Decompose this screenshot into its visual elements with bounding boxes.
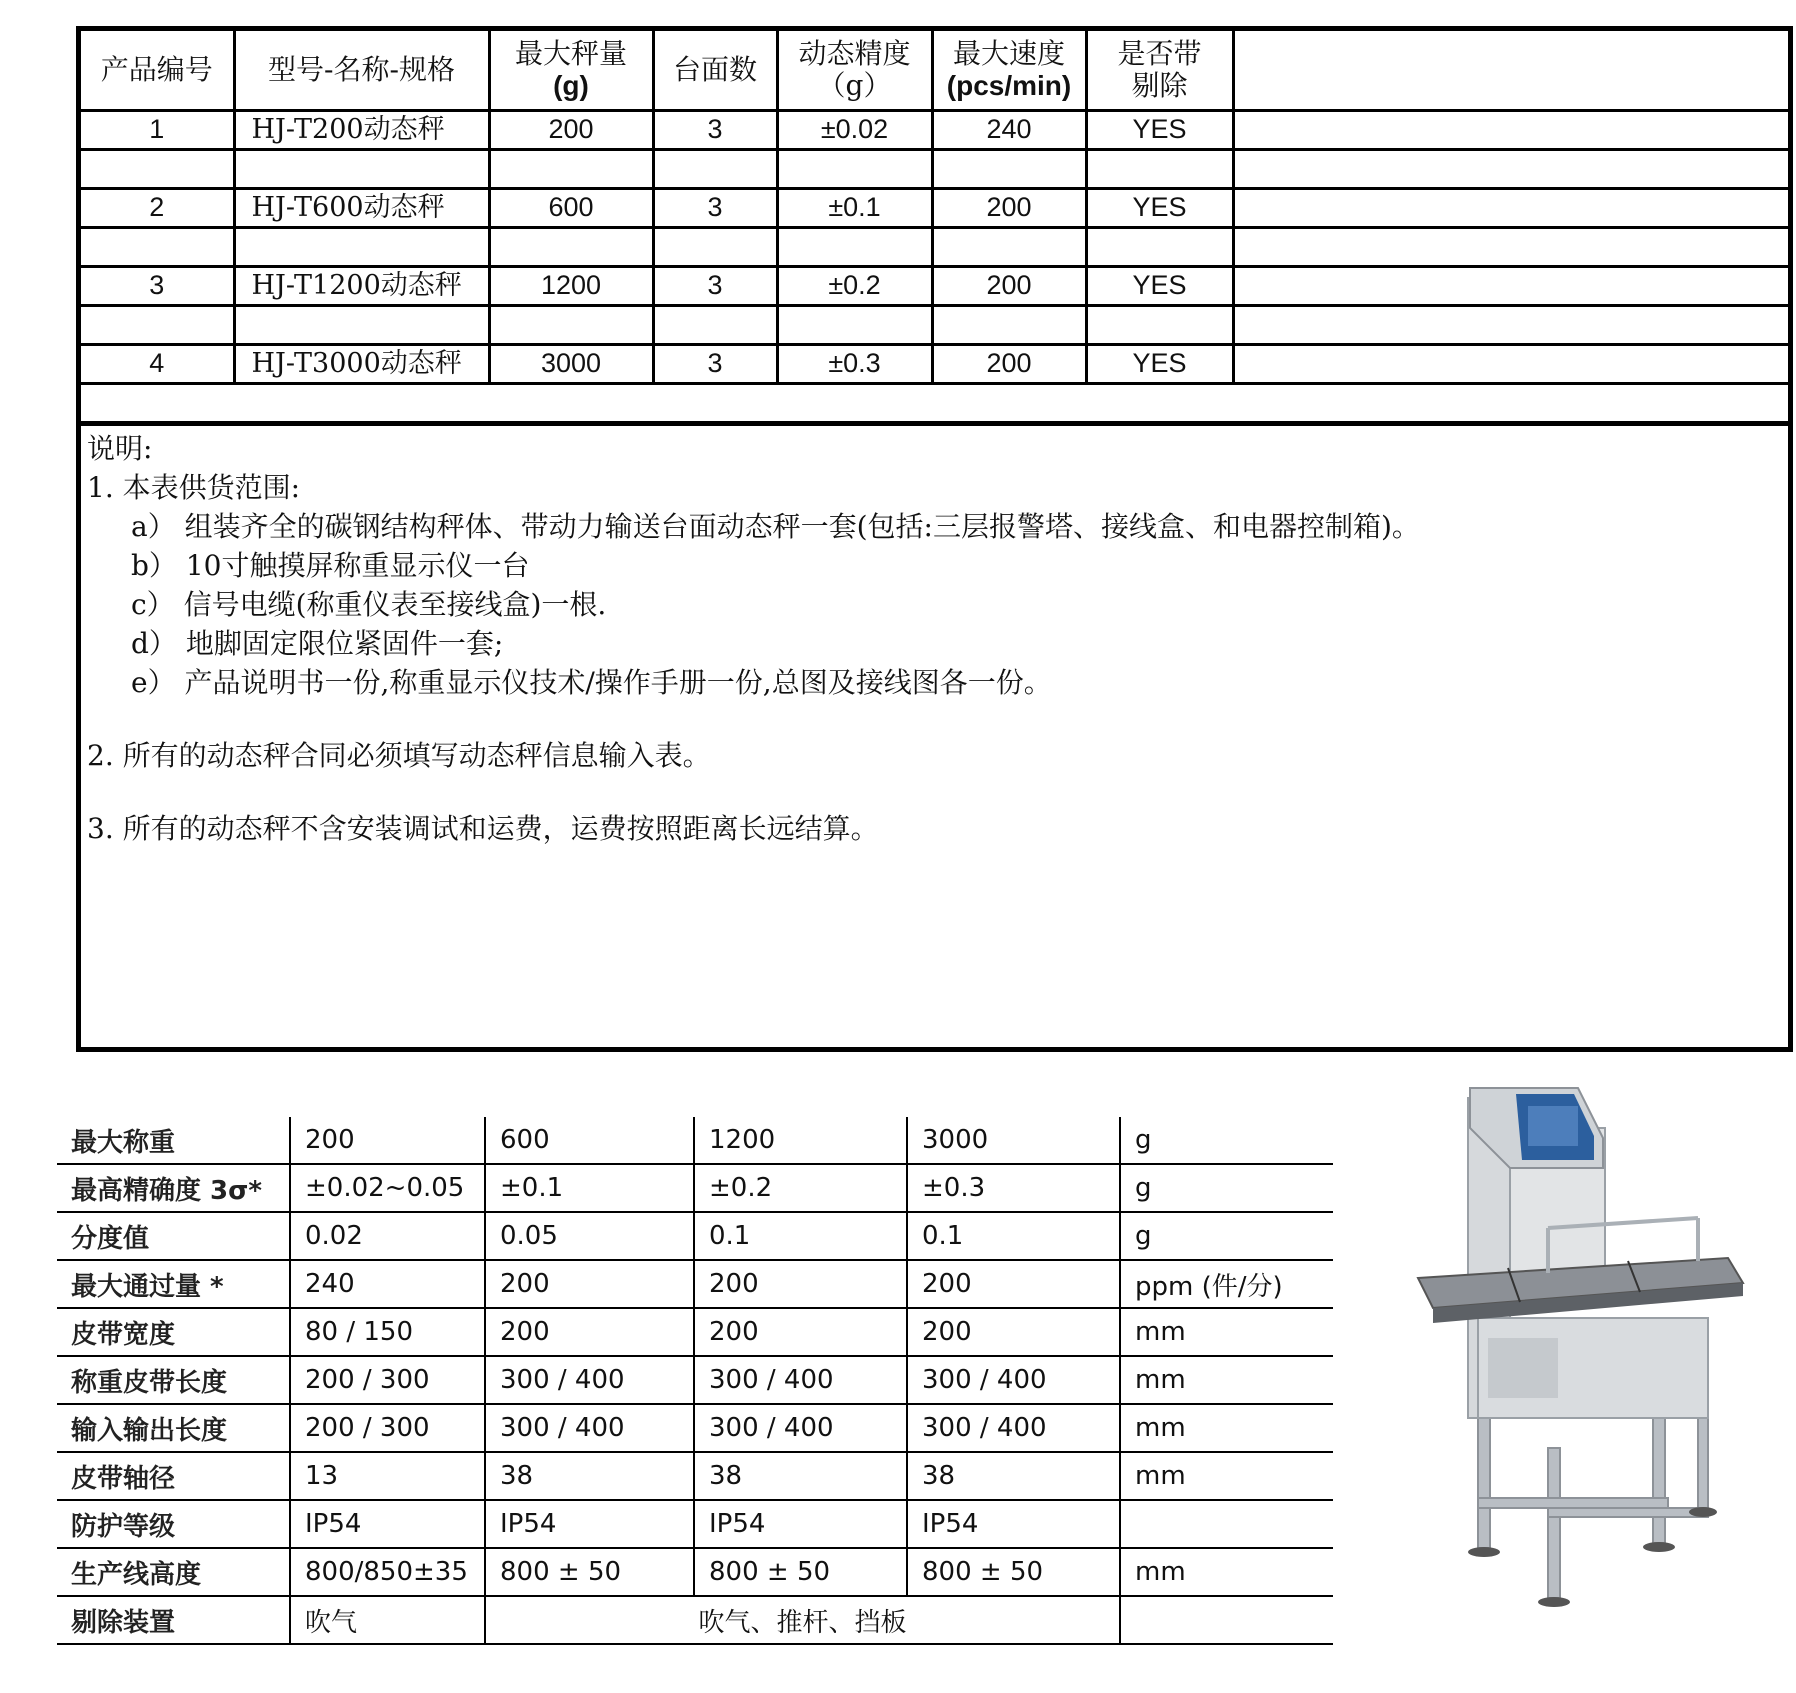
spec-unit: mm [1120, 1404, 1333, 1452]
spec-label: 输入输出长度 [57, 1404, 290, 1452]
spec-value: 300 / 400 [907, 1356, 1120, 1404]
note-item-1e: e） 产品说明书一份,称重显示仪技术/操作手册一份,总图及接线图各一份。 [131, 666, 1052, 699]
spec-unit [1120, 1500, 1333, 1548]
cell-speed: 200 [932, 189, 1086, 228]
spec-row [57, 1260, 1333, 1308]
spec-label: 防护等级 [57, 1500, 290, 1548]
spec-value: 3000 [907, 1117, 1120, 1164]
spec-unit: mm [1120, 1548, 1333, 1596]
table-row [81, 345, 1788, 384]
spec-value: ±0.3 [907, 1164, 1120, 1212]
cell-blank [1233, 267, 1788, 306]
cell-reject: YES [1086, 189, 1233, 228]
cell-max-weight: 1200 [489, 267, 653, 306]
product-table [81, 31, 1788, 385]
product-table-frame [76, 26, 1793, 1052]
spec-unit: ppm (件/分) [1120, 1260, 1333, 1308]
spec-label: 分度值 [57, 1212, 290, 1260]
cell-model: HJ-T600动态秤 [234, 189, 489, 228]
spec-row [57, 1308, 1333, 1356]
spec-value: IP54 [694, 1500, 907, 1548]
cell-model: HJ-T3000动态秤 [234, 345, 489, 384]
spec-value: 0.1 [694, 1212, 907, 1260]
spec-label: 最大通过量 * [57, 1260, 290, 1308]
spec-value: 0.05 [485, 1212, 694, 1260]
cell-blank [1233, 189, 1788, 228]
note-item-2: 2. 所有的动态秤合同必须填写动态秤信息输入表。 [87, 739, 711, 772]
note-item-1: 1. 本表供货范围: [87, 471, 301, 504]
spec-value: 600 [485, 1117, 694, 1164]
cell-reject: YES [1086, 267, 1233, 306]
cell-accuracy: ±0.02 [777, 111, 932, 150]
spec-value: 800 ± 50 [485, 1548, 694, 1596]
header-accuracy: 动态精度 （g） [777, 31, 932, 111]
spec-value: ±0.2 [694, 1164, 907, 1212]
spec-row-reject [57, 1596, 1333, 1644]
spec-row [57, 1117, 1333, 1164]
note-item-1d: d） 地脚固定限位紧固件一套; [131, 627, 504, 660]
header-model: 型号-名称-规格 [234, 31, 489, 111]
cell-model: HJ-T200动态秤 [234, 111, 489, 150]
spec-label: 称重皮带长度 [57, 1356, 290, 1404]
spec-value: 200 / 300 [290, 1356, 485, 1404]
spec-value: 200 [907, 1308, 1120, 1356]
cell-max-weight: 3000 [489, 345, 653, 384]
cell-reject: YES [1086, 345, 1233, 384]
cell-speed: 200 [932, 345, 1086, 384]
spec-value: 300 / 400 [485, 1356, 694, 1404]
header-blank [1233, 31, 1788, 111]
spec-value: 38 [694, 1452, 907, 1500]
cell-accuracy: ±0.3 [777, 345, 932, 384]
spec-label: 皮带宽度 [57, 1308, 290, 1356]
cell-accuracy: ±0.1 [777, 189, 932, 228]
cell-no: 1 [81, 111, 234, 150]
spec-row [57, 1404, 1333, 1452]
cell-platforms: 3 [653, 345, 777, 384]
cell-max-weight: 200 [489, 111, 653, 150]
spec-row [57, 1164, 1333, 1212]
spec-value-merged: 吹气、推杆、挡板 [485, 1596, 1120, 1644]
spec-value: 200 [694, 1260, 907, 1308]
note-item-3: 3. 所有的动态秤不含安装调试和运费，运费按照距离长远结算。 [87, 812, 879, 845]
spec-value: 80 / 150 [290, 1308, 485, 1356]
header-platforms: 台面数 [653, 31, 777, 111]
cell-no: 2 [81, 189, 234, 228]
header-speed: 最大速度 (pcs/min) [932, 31, 1086, 111]
spec-row [57, 1548, 1333, 1596]
spec-value: 38 [907, 1452, 1120, 1500]
spec-value: 200 [485, 1260, 694, 1308]
cell-max-weight: 600 [489, 189, 653, 228]
spec-value: 300 / 400 [694, 1404, 907, 1452]
cell-platforms: 3 [653, 267, 777, 306]
cell-reject: YES [1086, 111, 1233, 150]
spec-label: 剔除装置 [57, 1596, 290, 1644]
cell-no: 3 [81, 267, 234, 306]
cell-accuracy: ±0.2 [777, 267, 932, 306]
spec-label: 皮带轴径 [57, 1452, 290, 1500]
spec-value: 800 ± 50 [694, 1548, 907, 1596]
spec-row [57, 1500, 1333, 1548]
spec-value: 240 [290, 1260, 485, 1308]
cell-speed: 240 [932, 111, 1086, 150]
spec-unit: g [1120, 1164, 1333, 1212]
cell-speed: 200 [932, 267, 1086, 306]
note-item-1a: a） 组装齐全的碳钢结构秤体、带动力输送台面动态秤一套(包括:三层报警塔、接线盒、和电器控制箱)。 [131, 510, 1420, 543]
note-item-1c: c） 信号电缆(称重仪表至接线盒)一根. [131, 588, 607, 621]
spec-value: 200 [485, 1308, 694, 1356]
blank-row [81, 388, 1788, 426]
table-row [81, 111, 1788, 150]
spec-value: 300 / 400 [694, 1356, 907, 1404]
spec-value: 200 [290, 1117, 485, 1164]
spec-value: ±0.02~0.05 [290, 1164, 485, 1212]
spec-value: 38 [485, 1452, 694, 1500]
spec-value: 200 / 300 [290, 1404, 485, 1452]
spacer-row [81, 150, 1788, 189]
header-product-no: 产品编号 [81, 31, 234, 111]
spec-value: IP54 [907, 1500, 1120, 1548]
spec-value: 200 [907, 1260, 1120, 1308]
spec-value: 200 [694, 1308, 907, 1356]
notes-section [87, 429, 1777, 848]
table-row [81, 267, 1788, 306]
spec-value: 800 ± 50 [907, 1548, 1120, 1596]
spec-unit: g [1120, 1212, 1333, 1260]
spacer-row [81, 306, 1788, 345]
spec-row [57, 1452, 1333, 1500]
spec-unit: g [1120, 1117, 1333, 1164]
spec-value: 0.1 [907, 1212, 1120, 1260]
table-row [81, 189, 1788, 228]
notes-title: 说明: [87, 432, 153, 465]
spec-unit: mm [1120, 1308, 1333, 1356]
cell-blank [1233, 111, 1788, 150]
spec-value: 0.02 [290, 1212, 485, 1260]
spec-table [57, 1117, 1333, 1645]
spec-row [57, 1212, 1333, 1260]
note-item-1b: b） 10寸触摸屏称重显示仪一台 [131, 549, 530, 582]
spec-value: ±0.1 [485, 1164, 694, 1212]
spec-value: IP54 [290, 1500, 485, 1548]
spec-unit: mm [1120, 1356, 1333, 1404]
spec-value: 1200 [694, 1117, 907, 1164]
spec-unit [1120, 1596, 1333, 1644]
header-reject: 是否带 剔除 [1086, 31, 1233, 111]
cell-platforms: 3 [653, 111, 777, 150]
spec-value: 300 / 400 [907, 1404, 1120, 1452]
spec-value: 吹气 [290, 1596, 485, 1644]
header-max-weight: 最大秤量 (g) [489, 31, 653, 111]
spec-label: 最高精确度 3σ* [57, 1164, 290, 1212]
spec-value: IP54 [485, 1500, 694, 1548]
spec-unit: mm [1120, 1452, 1333, 1500]
cell-no: 4 [81, 345, 234, 384]
spec-value: 13 [290, 1452, 485, 1500]
spec-label: 生产线高度 [57, 1548, 290, 1596]
spec-label: 最大称重 [57, 1117, 290, 1164]
spec-row [57, 1356, 1333, 1404]
spacer-row [81, 228, 1788, 267]
checkweigher-machine-image [1398, 1068, 1756, 1636]
product-table-header [81, 31, 1788, 111]
cell-model: HJ-T1200动态秤 [234, 267, 489, 306]
cell-platforms: 3 [653, 189, 777, 228]
spec-value: 800/850±35 [290, 1548, 485, 1596]
cell-blank [1233, 345, 1788, 384]
spec-value: 300 / 400 [485, 1404, 694, 1452]
